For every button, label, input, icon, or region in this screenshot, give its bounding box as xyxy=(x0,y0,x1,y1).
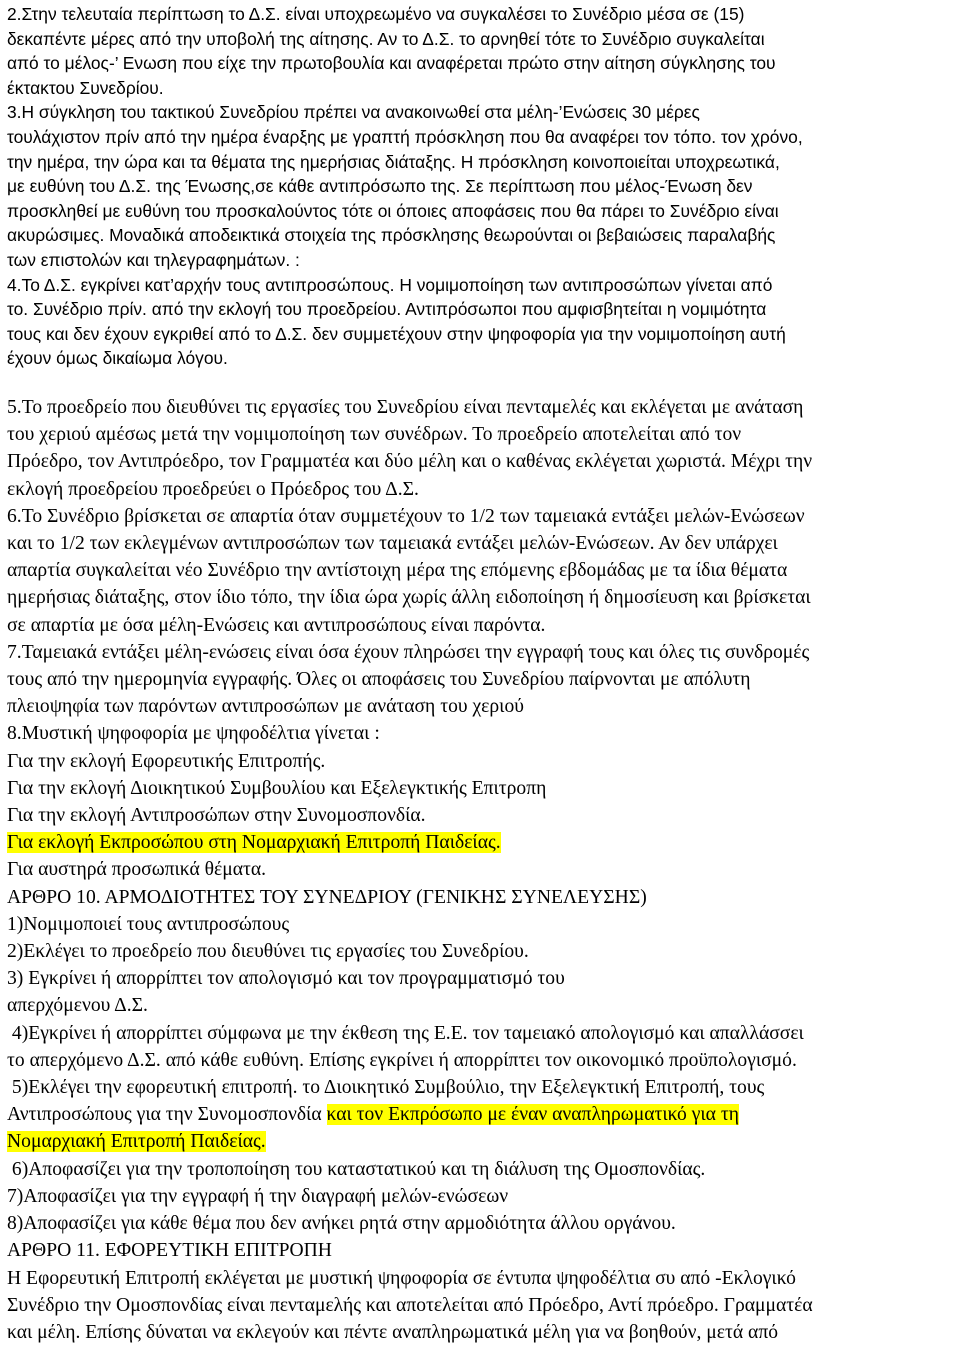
text-line: Για την εκλογή Διοικητικού Συμβουλίου και Εξελεγκτικής Επιτροπη xyxy=(7,777,547,799)
text-line: Η Εφορευτική Επιτροπή εκλέγεται με μυστική ψηφοφορία σε έντυπα ψηφοδέλτια συ από -Εκλογικό xyxy=(7,1267,796,1289)
text-line: 4.Το Δ.Σ. εγκρίνει κατ’αρχήν τους αντιπροσώπους. Η νομιμοποίηση των αντιπροσώπων γίνεται από xyxy=(7,274,773,295)
text-line: τους και δεν έχουν εγκριθεί από το Δ.Σ. δεν συμμετέχουν στην ψηφοφορία για την νομιμοποίηση αυτή xyxy=(7,323,786,344)
text-line: εκλογή προεδρείου προεδρεύει ο Πρόεδρος του Δ.Σ. xyxy=(7,478,419,500)
article-heading: ΑΡΘΡΟ 11. ΕΦΟΡΕΥΤΙΚΗ ΕΠΙΤΡΟΠΗ xyxy=(7,1240,332,1262)
mixed-highlight-line xyxy=(7,1101,953,1128)
text-line: ημερήσιας διάταξης, στον ίδιο τόπο, την ίδια ώρα χωρίς άλλη ειδοποίηση ή δημοσίευση και βρίσκεται xyxy=(7,587,811,609)
text-line: 1)Νομιμοποιεί τους αντιπροσώπους xyxy=(7,913,290,935)
sans-paragraphs xyxy=(7,2,953,371)
highlighted-text: Για εκλογή Εκπροσώπου στη Νομαρχιακή Επιτροπή Παιδείας. xyxy=(7,832,501,854)
text-line: 6.Το Συνέδριο βρίσκεται σε απαρτία όταν συμμετέχουν το 1/2 των ταμειακά εντάξει μελών-Ενώσεων xyxy=(7,505,805,527)
text-line: 8)Αποφασίζει για κάθε θέμα που δεν ανήκει ρητά στην αρμοδιότητα άλλου οργάνου. xyxy=(7,1213,676,1235)
text-line: πλειοψηφία των παρόντων αντιπροσώπων με ανάταση του χεριού xyxy=(7,696,524,718)
text-line: 7.Ταμειακά εντάξει μέλη-ενώσεις είναι όσα έχουν πληρώσει την εγγραφή τους και όλες τις συνδρομές xyxy=(7,641,810,663)
text-line: δεκαπέντε μέρες από την υποβολή της αίτησης. Αν το Δ.Σ. το αρνηθεί τότε το Συνέδριο συγκαλείται xyxy=(7,28,765,49)
text-line: ακυρώσιμες. Μοναδικά αποδεικτικά στοιχεία της πρόσκλησης θεωρούνται οι βεβαιώσεις παραλαβής xyxy=(7,225,776,246)
text-line: 2)Εκλέγει το προεδρείο που διευθύνει τις εργασίες του Συνεδρίου. xyxy=(7,941,529,963)
text-line: το. Συνέδριο πρίν. από την εκλογή του προεδρείου. Αντιπρόσωποι που αμφισβητείται η νομιμότητα xyxy=(7,299,767,320)
text-line: 8.Μυστική ψηφοφορία με ψηφοδέλτια γίνεται : xyxy=(7,723,380,745)
highlighted-text: και τον Εκπρόσωπο με έναν αναπληρωματικό για τη xyxy=(326,1104,739,1126)
text-line: από το μέλος-’ Ενωση που είχε την πρωτοβουλία και αναφέρεται πρώτο στην αίτηση σύγκλησης του xyxy=(7,53,776,74)
text-line: απερχόμενου Δ.Σ. xyxy=(7,995,148,1017)
text-line: 7)Αποφασίζει για την εγγραφή ή την διαγραφή μελών-ενώσεων xyxy=(7,1185,509,1207)
text-line: απαρτία συγκαλείται νέο Συνέδριο την αντίστοιχη μέρα της επόμενης εβδομάδας με τα ίδια θέματα xyxy=(7,560,788,582)
text-line: 2.Στην τελευταία περίπτωση το Δ.Σ. είναι υποχρεωμένο να συγκαλέσει το Συνέδριο μέσα σε (15) xyxy=(7,4,745,24)
text-line: Πρόεδρο, τον Αντιπρόεδρο, τον Γραμματέα και δύο μέλη και ο καθένας εκλέγεται χωριστά. Μέχρι την xyxy=(7,451,813,473)
text-line: των επιστολών και τηλεγραφημάτων. : xyxy=(7,249,300,270)
text-line: Για την εκλογή Εφορευτικής Επιτροπής. xyxy=(7,750,326,772)
text-line: την ημέρα, την ώρα και τα θέματα της ημερήσιας διάταξης. Η πρόσκληση κοινοποιείται υποχρεωτικά, xyxy=(7,151,780,172)
serif-paragraphs xyxy=(7,394,953,1346)
text-line: και το 1/2 των εκλεγμένων αντιπροσώπων των ταμειακά εντάξει μελών-Ενώσεων. Αν δεν υπάρχει xyxy=(7,533,778,555)
text-line: Συνέδριο την Ομοσπονδίας είναι πενταμελής και αποτελείται από Πρόεδρο, Αντί πρόεδρο. Γραμματέα xyxy=(7,1294,813,1316)
highlighted-text: Νομαρχιακή Επιτροπή Παιδείας. xyxy=(7,1131,266,1153)
text-line: έκτακτου Συνεδρίου. xyxy=(7,77,164,98)
text-line: του χεριού αμέσως μετά την νομιμοποίηση των συνέδρων. Το προεδρείο αποτελείται από τον xyxy=(7,424,742,446)
text-line: 3.Η σύγκληση του τακτικού Συνεδρίου πρέπει να ανακοινωθεί στα μέλη-’Ενώσεις 30 μέρες xyxy=(7,102,700,123)
text-line: 5)Εκλέγει την εφορευτική επιτροπή. το Διοικητικό Συμβούλιο, την Εξελεγκτική Επιτροπή, τους xyxy=(7,1077,765,1099)
article-heading: ΑΡΘΡΟ 10. ΑΡΜΟΔΙΟΤΗΤΕΣ ΤΟΥ ΣΥΝΕΔΡΙΟΥ (ΓΕΝΙΚΗΣ ΣΥΝΕΛΕΥΣΗΣ) xyxy=(7,886,647,908)
highlighted-line xyxy=(7,829,953,856)
text-line: τους από την ημερομηνία εγγραφής. Όλες οι αποφάσεις του Συνεδρίου παίρνονται με απόλυτη xyxy=(7,669,751,691)
text-line: και μέλη. Επίσης δύναται να εκλεγούν και πέντε αναπληρωματικά μέλη για να βοηθούν, μετά από xyxy=(7,1321,779,1343)
text-line: Για την εκλογή Αντιπροσώπων στην Συνομοσπονδία. xyxy=(7,805,426,827)
text-line: Για αυστηρά προσωπικά θέματα. xyxy=(7,859,267,881)
text-line: 3) Εγκρίνει ή απορρίπτει τον απολογισμό και τον προγραμματισμό του xyxy=(7,968,565,990)
text-line: σε απαρτία με όσα μέλη-Ενώσεις και αντιπροσώπους είναι παρόντα. xyxy=(7,614,546,636)
text-line: 6)Αποφασίζει για την τροποποίηση του καταστατικού και τη διάλυση της Ομοσπονδίας. xyxy=(7,1158,706,1180)
text-line: τουλάχιστον πρίν από την ημέρα έναρξης με γραπτή πρόσκληση που θα αναφέρει τον τόπο. τον χρόνο, xyxy=(7,126,803,147)
text-line: 4)Εγκρίνει ή απορρίπτει σύμφωνα με την έκθεση της Ε.Ε. τον ταμειακό απολογισμό και απαλλάσσει xyxy=(7,1022,804,1044)
plain-text: Αντιπροσώπους για την Συνομοσπονδία xyxy=(7,1104,327,1126)
text-line: έχουν όμως δικαίωμα λόγου. xyxy=(7,348,228,369)
text-line: 5.Το προεδρείο που διευθύνει τις εργασίες του Συνεδρίου είναι πενταμελές και εκλέγεται με ανάταση xyxy=(7,397,804,418)
highlighted-line xyxy=(7,1128,953,1155)
text-line: το απερχόμενο Δ.Σ. από κάθε ευθύνη. Επίσης εγκρίνει ή απορρίπτει τον οικονομικό προϋπολογισμό. xyxy=(7,1049,797,1071)
text-line: με ευθύνη του Δ.Σ. της Ένωσης,σε κάθε αντιπρόσωπο της. Σε περίπτωση που μέλος-Ένωση δεν xyxy=(7,176,753,197)
text-line: προσκληθεί με ευθύνη του προσκαλούντος τότε οι όποιες αποφάσεις που θα πάρει το Συνέδριο είναι xyxy=(7,200,779,221)
